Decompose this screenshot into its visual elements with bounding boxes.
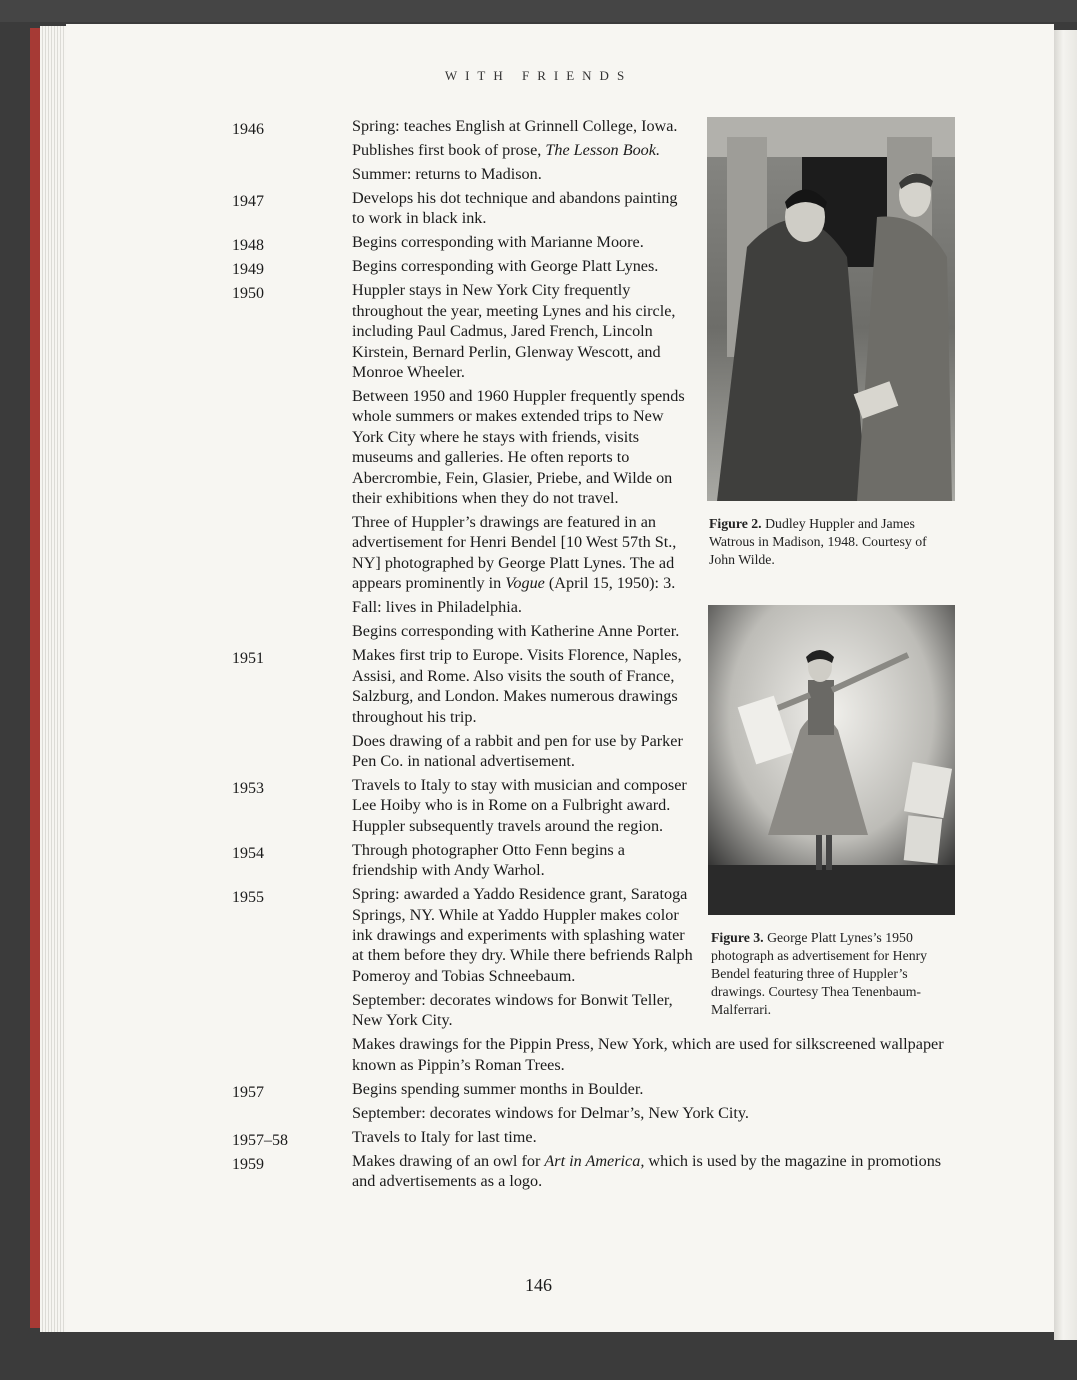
figure-3-text: George Platt Lynes’s 1950 photograph as advertisement for Henry Bendel featuring three of Huppler’s drawings. Courtesy Thea Tenenbaum-Malferrari. — [711, 930, 928, 1017]
entry-body — [352, 884, 694, 1034]
figure-3-caption — [711, 929, 955, 1019]
page-edges — [40, 26, 68, 1332]
entry-year: 1950 — [232, 285, 264, 303]
entry-paragraph — [352, 232, 694, 252]
entry-year: 1951 — [232, 650, 264, 668]
paragraph-text: (April 15, 1950): 3. — [544, 574, 676, 593]
entry-paragraph — [352, 386, 694, 508]
entry-body — [352, 280, 694, 645]
book-cover-edge — [30, 28, 40, 1328]
background-top — [0, 0, 1077, 22]
entry-year: 1959 — [232, 1155, 264, 1173]
entry-paragraph — [352, 164, 694, 184]
entry-paragraph — [352, 188, 694, 229]
entry-year: 1957–58 — [232, 1131, 288, 1149]
figure-2-label: Figure 2. — [709, 516, 762, 531]
entry-paragraph — [352, 645, 694, 727]
entry-paragraph — [352, 775, 694, 836]
entry-body — [352, 256, 694, 280]
italic-title-text: Art in America, — [544, 1151, 645, 1170]
entry-paragraph — [352, 1103, 952, 1123]
entry-paragraph — [352, 731, 694, 772]
paragraph-text: September: decorates windows for Bonwit Teller, New York City. — [352, 990, 673, 1030]
figure-2-text: Dudley Huppler and James Watrous in Madison, 1948. Courtesy of John Wilde. — [709, 516, 927, 567]
figure-2-photo-image — [707, 117, 955, 501]
entry-paragraph — [352, 280, 694, 382]
entry-paragraph — [352, 1079, 952, 1099]
entry-body — [352, 840, 694, 884]
entry-paragraph — [352, 1127, 952, 1147]
entry-body — [352, 775, 694, 840]
entry-year: 1953 — [232, 779, 264, 797]
entry-paragraph — [352, 256, 694, 276]
paragraph-text: Begins corresponding with George Platt Lynes. — [352, 257, 659, 276]
figure-2-photo — [707, 117, 955, 501]
entry-paragraph — [352, 1034, 952, 1075]
paragraph-text: Huppler stays in New York City frequently throughout the year, meeting Lynes and his circle, including Paul Cadmus, Jared French, Lincoln Kirstein, Bernard Perlin, Glenway Wescott, and Monroe Wheeler. — [352, 281, 676, 382]
paragraph-text: Begins corresponding with Marianne Moore. — [352, 233, 644, 252]
italic-title-text: The Lesson Book. — [545, 141, 660, 159]
entry-year: 1957 — [232, 1083, 264, 1101]
figure-3-label: Figure 3. — [711, 930, 764, 945]
entry-body — [352, 1079, 952, 1127]
figure-2-caption — [709, 515, 955, 569]
entry-paragraph — [352, 1151, 952, 1192]
paragraph-text: Fall: lives in Philadelphia. — [352, 598, 522, 617]
entry-year: 1948 — [232, 237, 264, 255]
entry-body — [352, 116, 694, 188]
entry-paragraph — [352, 140, 694, 160]
running-header: WITH FRIENDS — [444, 68, 633, 83]
timeline-entry — [232, 1034, 952, 1078]
paragraph-text: Makes first trip to Europe. Visits Florence, Naples, Assisi, and Rome. Also visits the south of France, Salzburg, and London. Makes numerous drawings throughout his trip. — [352, 646, 682, 726]
paragraph-text: Travels to Italy for last time. — [352, 1127, 537, 1146]
paragraph-text: Spring: teaches English at Grinnell College, Iowa. — [352, 117, 678, 135]
paragraph-text: Three of Huppler’s drawings are featured in an advertisement for Henri Bendel [10 West 57th St., NY] photographed by George Platt Lynes. The ad appears prominently in — [352, 513, 677, 593]
paragraph-text: Develops his dot technique and abandons painting to work in black ink. — [352, 189, 678, 228]
paragraph-text: which is used by the magazine in promotions and advertisements as a logo. — [352, 1151, 942, 1190]
timeline-entry — [232, 1151, 952, 1195]
paragraph-text: Spring: awarded a Yaddo Residence grant, Saratoga Springs, NY. While at Yaddo Huppler makes color ink drawings and experiments with splashing water at them before they dry. While there befriends Ralph Pomeroy and Tobias Schneebaum. — [352, 885, 693, 985]
paragraph-text: Summer: returns to Madison. — [352, 165, 542, 183]
entry-paragraph — [352, 512, 694, 594]
paragraph-text: September: decorates windows for Delmar’s, New York City. — [352, 1103, 749, 1122]
page-number: 146 — [525, 1275, 552, 1295]
paragraph-text: Makes drawings for the Pippin Press, New York, which are used for silkscreened wallpaper known as Pippin’s Roman Trees. — [352, 1035, 944, 1074]
paragraph-text: Does drawing of a rabbit and pen for use by Parker Pen Co. in national advertisement. — [352, 731, 683, 770]
entry-body — [352, 1127, 952, 1151]
timeline-entry — [232, 1127, 952, 1151]
entry-body — [352, 645, 694, 775]
paragraph-text: Travels to Italy to stay with musician and composer Lee Hoiby who is in Rome on a Fulbright award. Huppler subsequently travels around the region. — [352, 775, 687, 835]
entry-year: 1946 — [232, 121, 264, 138]
paragraph-text: Makes drawing of an owl for — [352, 1151, 545, 1170]
entry-year — [232, 1034, 352, 1078]
entry-year: 1954 — [232, 844, 264, 862]
entry-paragraph — [352, 621, 694, 641]
entry-paragraph — [352, 884, 694, 986]
entry-body — [352, 232, 694, 256]
entry-year: 1949 — [232, 261, 264, 279]
timeline-entry — [232, 1079, 952, 1127]
entry-paragraph — [352, 840, 694, 881]
paragraph-text: Publishes first book of prose, — [352, 141, 546, 159]
paragraph-text: Begins spending summer months in Boulder. — [352, 1079, 644, 1098]
entry-paragraph — [352, 116, 694, 136]
entry-paragraph — [352, 990, 694, 1031]
paragraph-text: Begins corresponding with Katherine Anne Porter. — [352, 622, 680, 641]
figure-3-photo-image — [708, 605, 955, 915]
figure-3-photo — [708, 605, 955, 915]
entry-year: 1955 — [232, 889, 264, 907]
facing-page-edge — [1054, 30, 1077, 1340]
entry-year: 1947 — [232, 193, 264, 210]
paragraph-text: Between 1950 and 1960 Huppler frequently spends whole summers or makes extended trips to New York City where he stays with friends, visits museums and galleries. He often reports to Abercrombie, Fein, Glasier, Priebe, and Wilde on their exhibitions when they do not travel. — [352, 387, 685, 508]
entry-paragraph — [352, 597, 694, 617]
entry-body — [352, 188, 694, 232]
italic-title-text: Vogue — [505, 574, 545, 593]
entry-body — [352, 1034, 952, 1078]
entry-body — [352, 1151, 952, 1195]
paragraph-text: Through photographer Otto Fenn begins a friendship with Andy Warhol. — [352, 840, 625, 880]
